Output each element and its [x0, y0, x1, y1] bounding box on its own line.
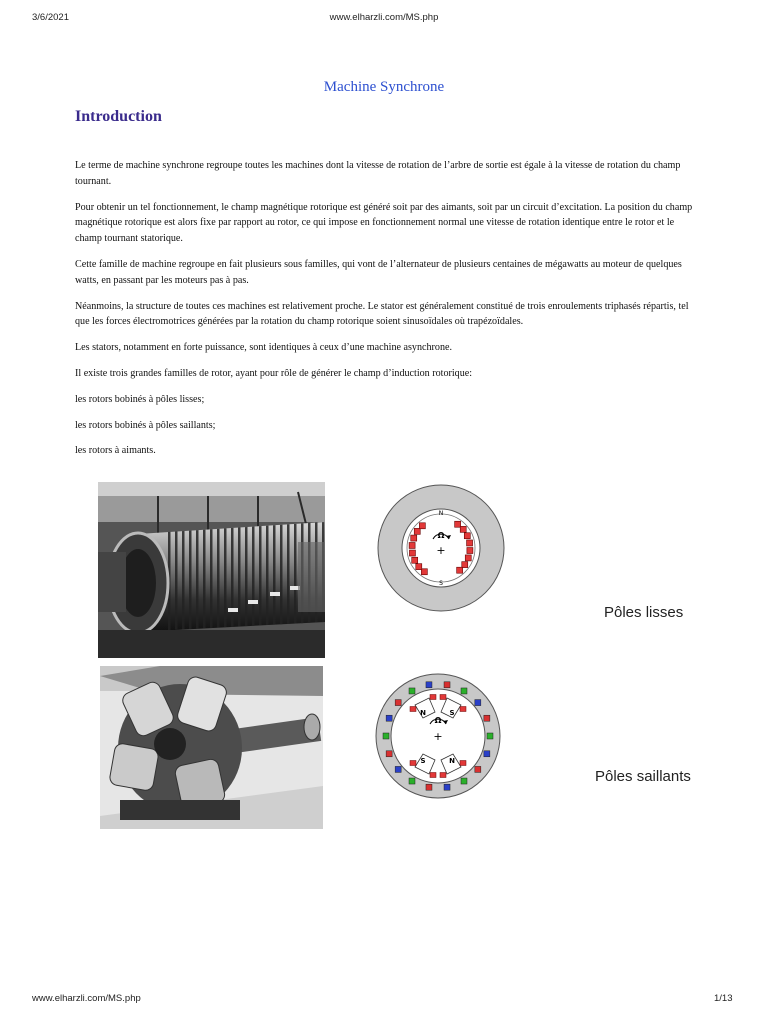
coil-slot — [464, 533, 470, 539]
smooth-pole-caption: Pôles lisses — [604, 604, 684, 621]
stator-slot — [386, 751, 392, 757]
body-text — [75, 158, 695, 469]
list-item: les rotors à aimants. — [75, 445, 156, 457]
print-url: www.elharzli.com/MS.php — [329, 12, 439, 23]
coil-slot — [465, 555, 471, 561]
south-pole-label: S — [439, 580, 443, 587]
salient-pole-caption: Pôles saillants — [595, 768, 691, 785]
coil-slot — [414, 528, 420, 534]
page-number: 1/13 — [714, 993, 733, 1004]
coil-slot — [467, 540, 473, 546]
coil-slot — [421, 569, 427, 575]
coil-slot — [410, 707, 416, 712]
coil-slot — [410, 761, 416, 766]
stator-slot — [444, 784, 450, 790]
stator-slot — [395, 700, 401, 706]
coil-slot — [440, 695, 446, 700]
coil-slot — [462, 562, 468, 568]
coil-slot — [440, 773, 446, 778]
stator-slot — [475, 700, 481, 706]
stator-slot — [461, 688, 467, 694]
north-pole-label: N — [438, 510, 444, 517]
smooth-rotor-photo — [98, 482, 325, 658]
paragraph: Néanmoins, la structure de toutes ces machines est relativement proche. Le stator est généralement constitué de trois enroulements triphasés répartis, tel que les forces électromotrices générées par la rotation du champ rotorique soient sinusoïdales où trapézoïdales. — [75, 300, 689, 328]
stator-slot — [487, 733, 493, 739]
omega-label: Ω — [434, 716, 442, 725]
stator-slot — [409, 688, 415, 694]
pole-label-s: S — [420, 757, 426, 765]
paragraph: Cette famille de machine regroupe en fait plusieurs sous familles, qui vont de l’alternateur de plusieurs centaines de mégawatts au moteur de quelques watts, en passant par les moteurs pas à pas. — [75, 258, 682, 286]
section-heading: Introduction — [75, 108, 162, 125]
stator-slot — [475, 766, 481, 772]
stator-slot — [444, 682, 450, 688]
pole-label-n: N — [449, 757, 455, 765]
paragraph: Pour obtenir un tel fonctionnement, le champ magnétique rotorique est généré soit par des aimants, soit par un circuit d’excitation. La position du champ magnétique rotorique est alors fixe par rapport au rotor, ce qui impose en fonctionnement normal une vitesse de rotation identique entre le rotor et le champ tournant statorique. — [75, 201, 693, 245]
paragraph: Le terme de machine synchrone regroupe toutes les machines dont la vitesse de rotation de l’arbre de sortie est égale à la vitesse de rotation du champ tournant. — [75, 160, 681, 187]
coil-slot — [409, 550, 415, 556]
smooth-pole-diagram — [373, 482, 509, 614]
stator-slot — [409, 778, 415, 784]
omega-label: Ω — [437, 531, 445, 540]
center-mark: + — [436, 544, 446, 557]
pole-label-s: S — [449, 709, 455, 717]
footer-url: www.elharzli.com/MS.php — [32, 993, 141, 1004]
stator-slot — [383, 733, 389, 739]
coil-slot — [411, 535, 417, 541]
center-mark: + — [433, 730, 443, 743]
salient-rotor-photo — [100, 666, 323, 829]
pole-label-n: N — [420, 709, 426, 717]
coil-slot — [460, 526, 466, 532]
print-date: 3/6/2021 — [32, 12, 69, 23]
stator-slot — [461, 778, 467, 784]
paragraph: Il existe trois grandes familles de rotor, ayant pour rôle de générer le champ d’induction rotorique: — [75, 367, 473, 379]
list-item: les rotors bobinés à pôles saillants; — [75, 419, 216, 431]
page-title: Machine Synchrone — [323, 79, 445, 95]
coil-slot — [412, 557, 418, 563]
stator-slot — [484, 751, 490, 757]
stator-slot — [426, 682, 432, 688]
coil-slot — [419, 523, 425, 529]
stator-slot — [426, 784, 432, 790]
coil-slot — [409, 542, 415, 548]
stator-slot — [386, 715, 392, 721]
coil-slot — [467, 548, 473, 554]
paragraph: Les stators, notamment en forte puissance, sont identiques à ceux d’une machine asynchrone. — [75, 342, 452, 354]
coil-slot — [460, 707, 466, 712]
coil-slot — [430, 695, 436, 700]
coil-slot — [416, 564, 422, 570]
salient-pole-diagram — [373, 672, 503, 800]
coil-slot — [430, 773, 436, 778]
coil-slot — [457, 567, 463, 573]
coil-slot — [460, 761, 466, 766]
stator-slot — [484, 715, 490, 721]
stator-slot — [395, 766, 401, 772]
coil-slot — [455, 521, 461, 527]
list-item: les rotors bobinés à pôles lisses; — [75, 393, 205, 405]
